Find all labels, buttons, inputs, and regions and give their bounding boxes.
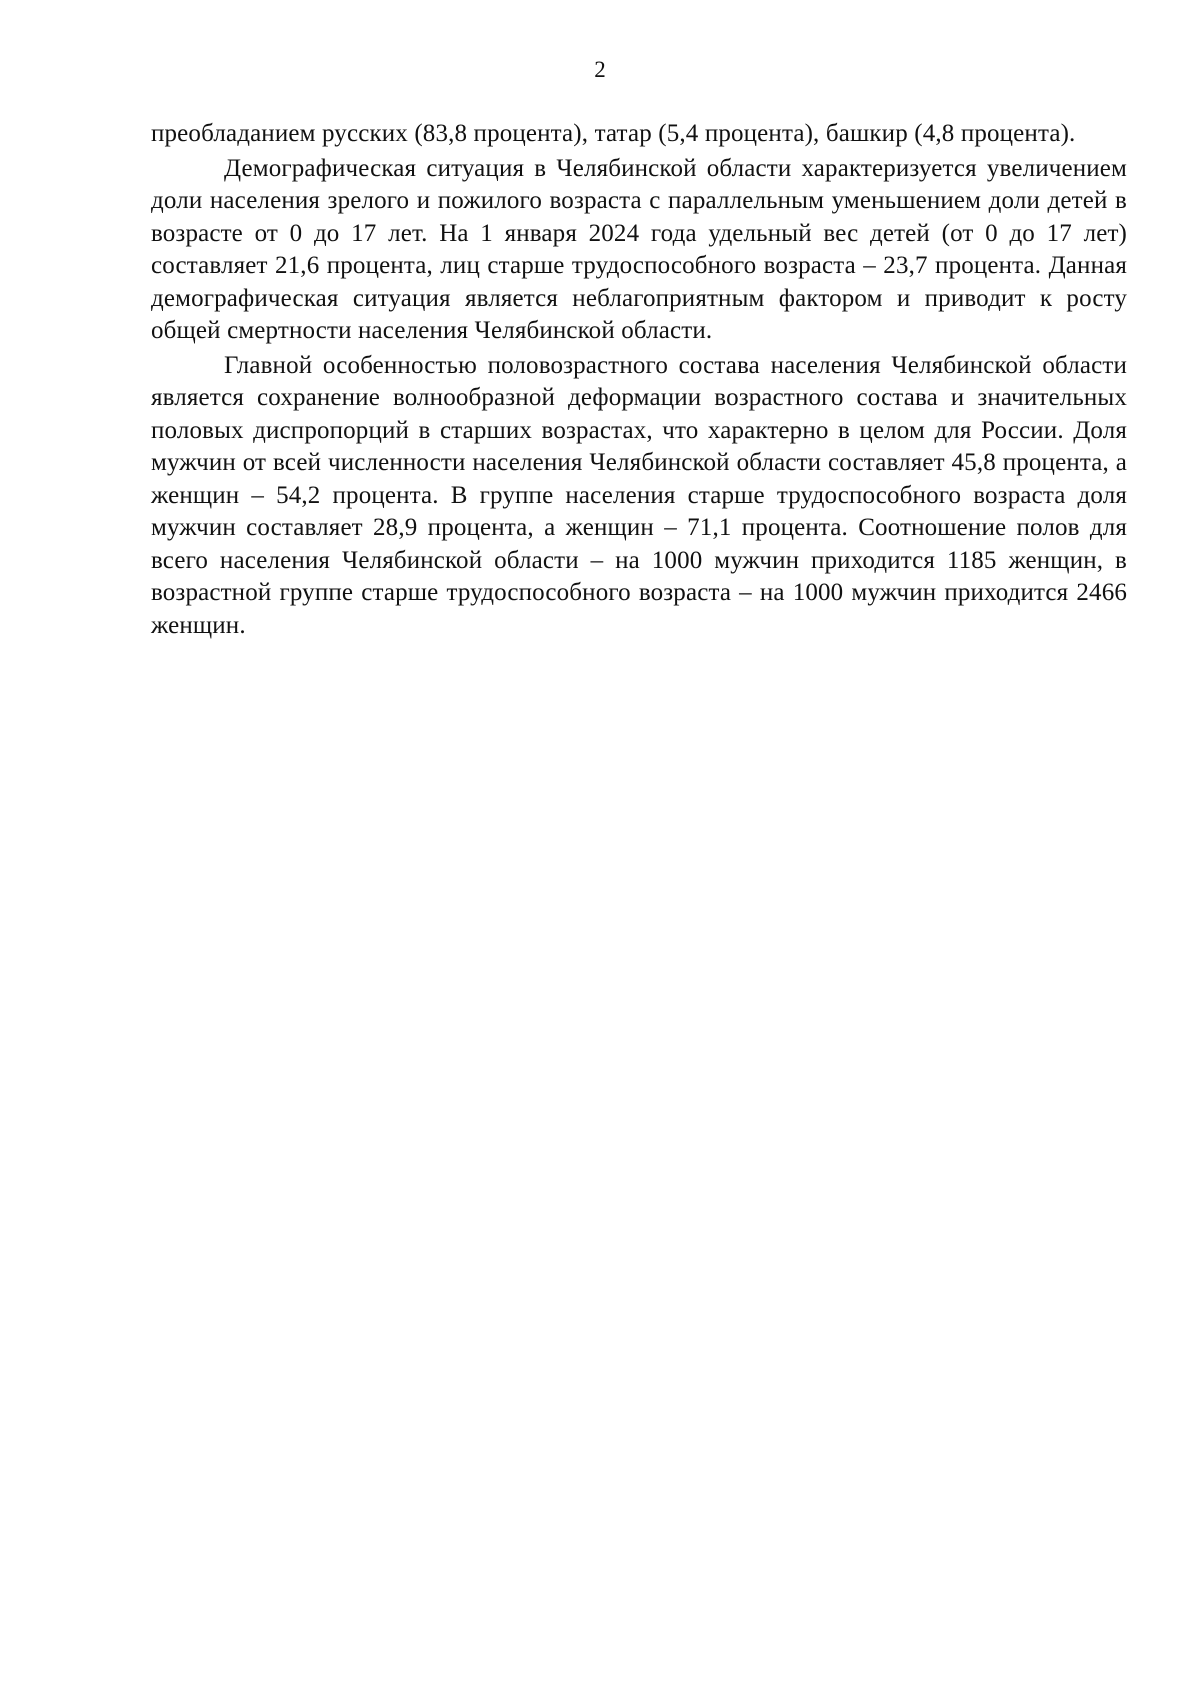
paragraph-sex-age-composition: Главной особенностью половозрастного состава населения Челябинской области является сохранение волнообразной деформации возрастного состава и значительных половых диспропорций в старших возрастах, что характерно в целом для России. Доля мужчин от всей численности населения Челябинской области составляет 45,8 процента, а женщин – 54,2 процента. В группе населения старше трудоспособного возраста доля мужчин составляет 28,9 процента, а женщин – 71,1 процента. Соотношение полов для всего населения Челябинской области – на 1000 мужчин приходится 1185 женщин, в возрастной группе старше трудоспособного возраста – на 1000 мужчин приходится 2466 женщин.: [151, 351, 1127, 639]
page-number: 2: [594, 57, 606, 82]
document-body: [151, 118, 1127, 644]
paragraph-demographic-situation: Демографическая ситуация в Челябинской области характеризуется увеличением доли населения зрелого и пожилого возраста с параллельным уменьшением доли детей в возрасте от 0 до 17 лет. На 1 января 2024 года удельный вес детей (от 0 до 17 лет) составляет 21,6 процента, лиц старше трудоспособного возраста – 23,7 процента. Данная демографическая ситуация является неблагоприятным фактором и приводит к росту общей смертности населения Челябинской области.: [151, 154, 1127, 344]
paragraph-continued: преобладанием русских (83,8 процента), татар (5,4 процента), башкир (4,8 процента).: [151, 120, 1076, 147]
